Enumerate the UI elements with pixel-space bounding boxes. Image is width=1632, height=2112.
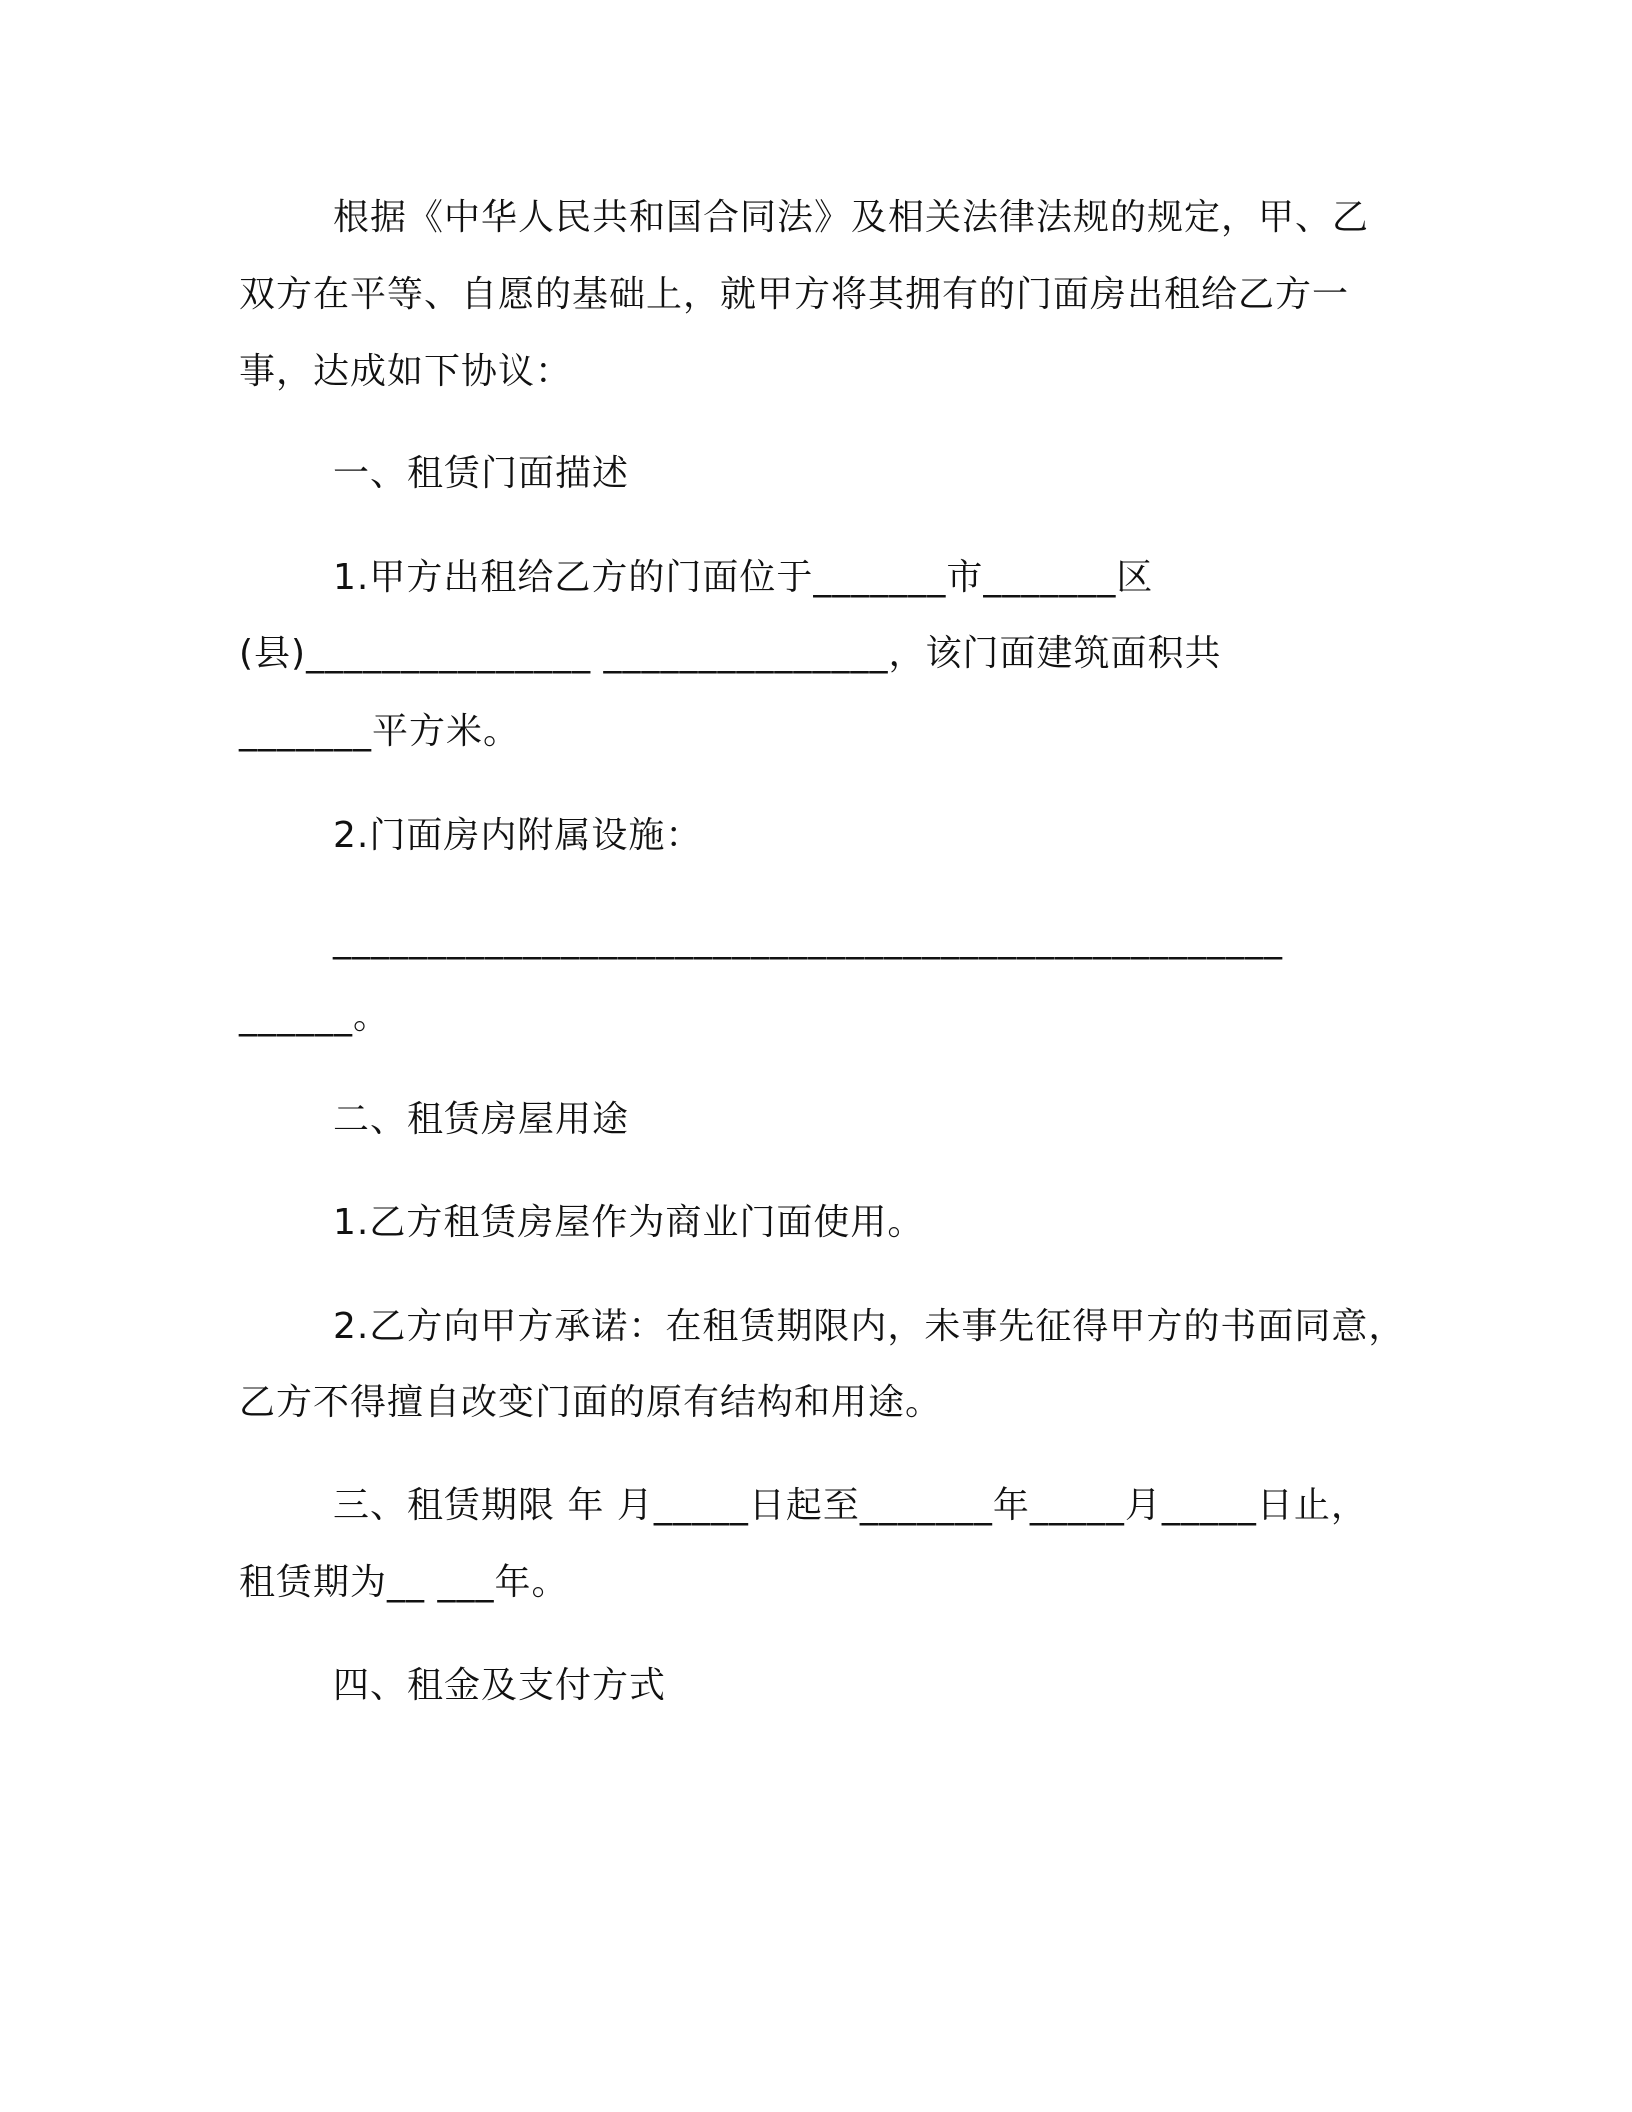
section-2-item-2-line-1: 2.乙方向甲方承诺：在租赁期限内，未事先征得甲方的书面同意， [333,1306,1406,1347]
section-1-item-1-line-3: _______平方米。 [239,711,521,752]
section-1-item-2-line-1: 2.门面房内附属设施： [333,815,703,856]
intro-line-3: 事，达成如下协议： [239,351,573,392]
section-2-item-2-line-2: 乙方不得擅自改变门面的原有结构和用途。 [239,1382,943,1423]
section-1-item-2-line-3: ______。 [239,996,391,1037]
intro-line-2: 双方在平等、自愿的基础上，就甲方将其拥有的门面房出租给乙方一 [239,274,1350,315]
section-3-line-2: 租赁期为__ ___年。 [239,1562,569,1603]
section-1-item-2-line-2: __________________________________________________ [333,919,1283,960]
section-1-item-1-line-1: 1.甲方出租给乙方的门面位于_______市_______区 [333,557,1154,598]
section-1-item-1-line-2: (县)_______________ _______________，该门面建筑面积共 [239,633,1222,674]
section-2-item-1: 1.乙方租赁房屋作为商业门面使用。 [333,1202,925,1243]
intro-line-1: 根据《中华人民共和国合同法》及相关法律法规的规定，甲、乙 [333,197,1370,238]
section-3-line-1: 三、租赁期限 年 月_____日起至_______年_____月_____日止， [333,1485,1368,1526]
section-1-heading: 一、租赁门面描述 [333,453,630,494]
section-2-heading: 二、租赁房屋用途 [333,1099,630,1140]
section-4-heading: 四、租金及支付方式 [333,1665,667,1706]
